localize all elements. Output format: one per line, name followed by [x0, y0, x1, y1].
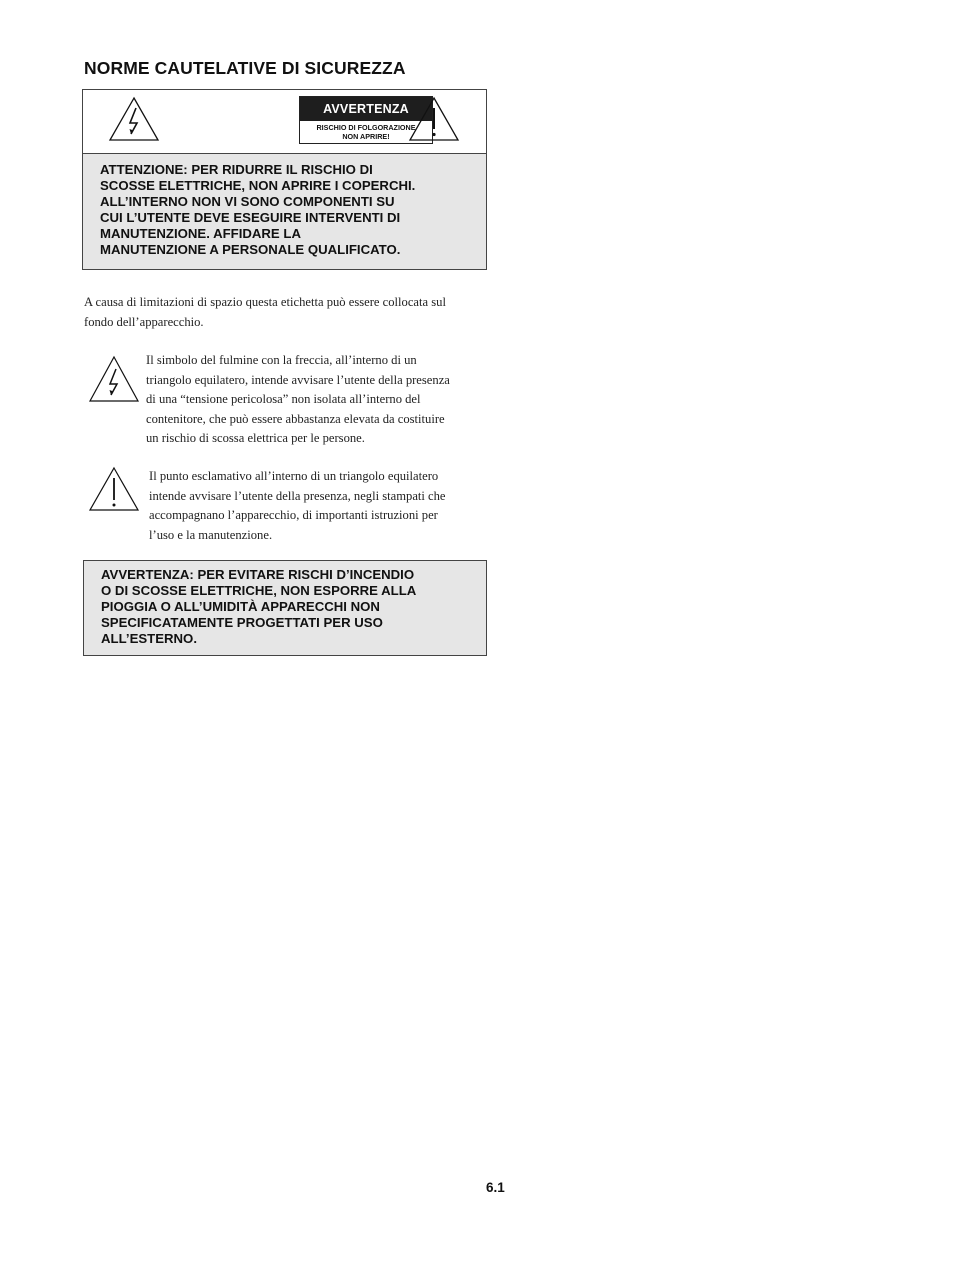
exclamation-triangle-icon: [88, 466, 140, 512]
exclamation-description: Il punto esclamativo all’interno di un triangolo equilatero intende avvisare l’utente della presenza, negli stampati che accompagnano l’apparecchio, di importanti istruzioni per l’uso e la manutenzione.: [149, 469, 446, 542]
page-number: 6.1: [486, 1180, 505, 1195]
caution-text: ATTENZIONE: PER RIDURRE IL RISCHIO DI SCOSSE ELETTRICHE, NON APRIRE I COPERCHI. ALL’INTERNO NON VI SONO COMPONENTI SU CUI L’UTENTE DEVE ESEGUIRE INTERVENTI DI MANUTENZIONE. AFFIDARE LA MANUTENZIONE A PERSONALE QUALIFICATO.: [100, 162, 416, 257]
lightning-description: Il simbolo del fulmine con la freccia, all’interno di un triangolo equilatero, intende avvisare l’utente della presenza di una “tensione pericolosa” non isolata all’interno del contenitore, che può essere abbastanza elevata da costituire un rischio di scossa elettrica per le persone.: [146, 353, 450, 445]
warning-badge-title: AVVERTENZA: [300, 97, 432, 121]
safety-label: [82, 89, 487, 270]
intro-paragraph: A causa di limitazioni di spazio questa etichetta può essere collocata sul fondo dell’apparecchio.: [84, 295, 446, 329]
lightning-triangle-icon: [88, 355, 140, 403]
safety-label-header: [83, 90, 486, 153]
caution-panel: [83, 153, 486, 269]
exclamation-triangle-icon: [408, 96, 460, 142]
warning-badge-subtitle: RISCHIO DI FOLGORAZIONE NON APRIRE!: [316, 123, 416, 141]
lightning-triangle-icon: [108, 96, 160, 142]
fire-warning-text: AVVERTENZA: PER EVITARE RISCHI D’INCENDIO O DI SCOSSE ELETTRICHE, NON ESPORRE ALLA PIOGGIA O ALL’UMIDITÀ APPARECCHI NON SPECIFICATAMENTE PROGETTATI PER USO ALL’ESTERNO.: [101, 567, 417, 646]
page-title: NORME CAUTELATIVE DI SICUREZZA: [84, 58, 406, 78]
fire-warning-box: [83, 560, 487, 656]
